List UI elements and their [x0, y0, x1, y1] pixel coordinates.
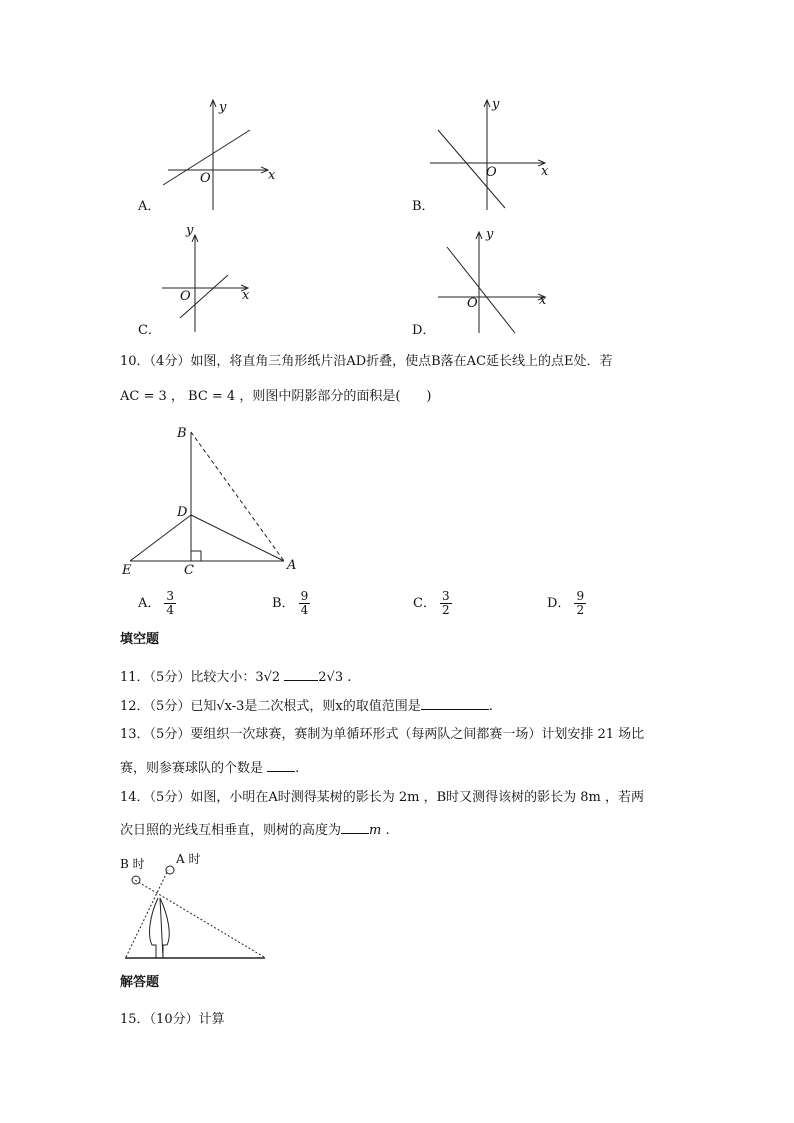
- option-d[interactable]: D．: [412, 323, 436, 338]
- numerator: 9: [300, 589, 309, 603]
- q13-text: 赛，则参赛球队的个数是: [120, 761, 264, 776]
- answer-blank[interactable]: [341, 821, 369, 834]
- q11-text: 2√3 .: [318, 670, 352, 685]
- q15-text: 15．（10分）计算: [120, 1012, 225, 1027]
- q13-text: .: [295, 761, 300, 776]
- axis-label: y: [492, 97, 500, 112]
- answer-blank[interactable]: [267, 759, 295, 772]
- axis-label: y: [186, 223, 194, 238]
- q12: [120, 697, 493, 715]
- answer-blank[interactable]: [284, 668, 318, 681]
- figure-label-b: B 时: [120, 857, 145, 871]
- answer-blank[interactable]: [421, 697, 489, 710]
- numerator: 3: [166, 589, 175, 603]
- denominator: 2: [441, 603, 450, 617]
- point-label: B: [177, 426, 187, 441]
- option-label: C．: [413, 596, 436, 611]
- q13: [120, 759, 299, 777]
- q10-option-d[interactable]: [547, 590, 586, 617]
- q14-text: 次日照的光线互相垂直，则树的高度为: [120, 823, 342, 838]
- axis-label: x: [539, 293, 547, 308]
- denominator: 4: [166, 603, 175, 617]
- option-a[interactable]: A．: [138, 199, 161, 214]
- sun-b-icon: [132, 876, 140, 884]
- fraction: [164, 590, 176, 617]
- q12-text: .: [488, 699, 493, 714]
- axis-label: x: [541, 164, 549, 179]
- denominator: 2: [576, 603, 585, 617]
- denominator: 4: [300, 603, 309, 617]
- origin-label: O: [467, 296, 478, 311]
- section-heading: 填空题: [120, 632, 160, 647]
- point-label: C: [184, 563, 194, 578]
- option-b[interactable]: B．: [412, 199, 435, 214]
- axis-label: x: [242, 288, 250, 303]
- q10-text: 10．（4分）如图，将直角三角形纸片沿AD折叠，使点B落在AC延长线上的点E处．若: [120, 354, 613, 369]
- origin-label: O: [486, 165, 497, 180]
- option-label: D．: [547, 596, 571, 611]
- fraction: [440, 590, 452, 617]
- fraction: [574, 590, 586, 617]
- origin-label: O: [200, 171, 211, 186]
- graph-a: [163, 100, 268, 210]
- numerator: 3: [441, 589, 450, 603]
- option-c[interactable]: C．: [138, 323, 161, 338]
- q14-text: m .: [369, 823, 390, 838]
- sun-a-icon: [166, 866, 174, 874]
- section-heading: 解答题: [120, 975, 160, 990]
- origin-label: O: [180, 289, 191, 304]
- point-label: D: [177, 505, 188, 520]
- fraction: [299, 590, 311, 617]
- q10-option-a[interactable]: [138, 590, 176, 617]
- triangle-figure: [130, 432, 284, 561]
- tree-shadow-figure: [125, 866, 265, 958]
- q11: [120, 668, 351, 686]
- figure-label-a: A 时: [176, 852, 201, 866]
- q13-text: 13．（5分）要组织一次球赛，赛制为单循环形式（每两队之间都赛一场）计划安排 21 场比: [120, 727, 645, 742]
- numerator: 9: [576, 589, 585, 603]
- q14: [120, 821, 390, 839]
- point-label: E: [122, 563, 132, 578]
- graph-b: [430, 100, 545, 210]
- axis-label: x: [268, 168, 276, 183]
- axis-label: y: [486, 227, 494, 242]
- q10-option-b[interactable]: [272, 590, 310, 617]
- q10-option-c[interactable]: [413, 590, 452, 617]
- q12-text: 12．（5分）已知√x-3是二次根式，则x的取值范围是: [120, 699, 421, 714]
- point-label: A: [287, 558, 297, 573]
- q11-text: 11．（5分）比较大小：3√2: [120, 670, 281, 685]
- graph-c: [162, 235, 248, 332]
- option-label: B．: [272, 596, 295, 611]
- q10-text: AC = 3 ， BC = 4 ，则图中阴影部分的面积是( ): [120, 389, 432, 404]
- option-label: A．: [138, 596, 161, 611]
- axis-label: y: [219, 100, 227, 115]
- graph-d: [438, 232, 545, 333]
- q14-text: 14．（5分）如图，小明在A时测得某树的影长为 2m ，B时又测得该树的影长为 8m ，若两: [120, 790, 644, 805]
